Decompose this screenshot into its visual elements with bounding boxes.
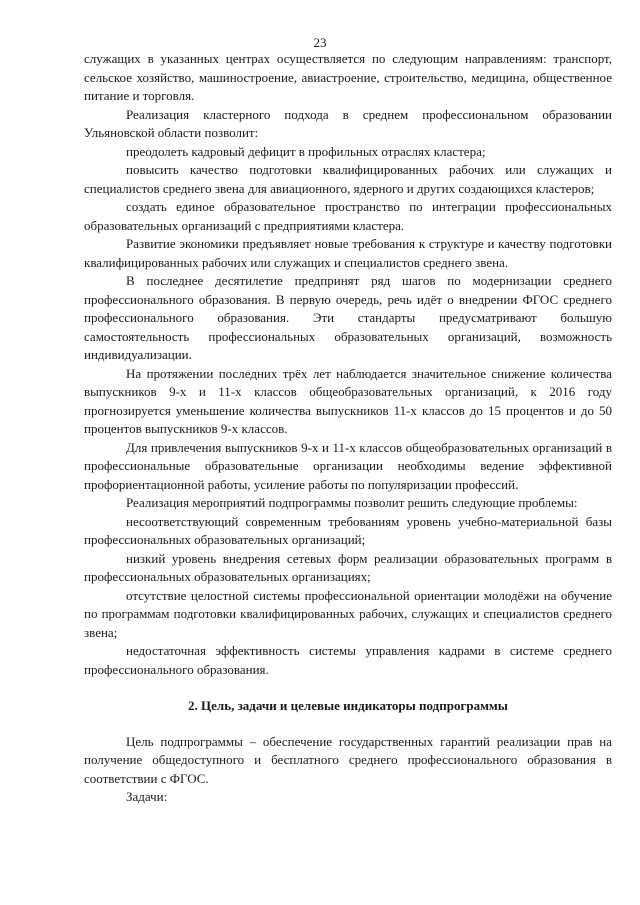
- document-body: [84, 50, 612, 807]
- paragraph: Реализация кластерного подхода в среднем профессиональном образовании Ульяновской области позволит:: [84, 106, 612, 140]
- paragraph: недостаточная эффективность системы управления кадрами в системе среднего профессионального образования.: [84, 643, 612, 677]
- paragraph: служащих в указанных центрах осуществляется по следующим направлениям: транспорт, сельское хозяйство, машиностроение, авиастроение, строительство, медицина, общественное питание и торговля.: [84, 51, 612, 103]
- paragraph: несоответствующий современным требованиям уровень учебно-материальной базы профессиональных образовательных организаций;: [84, 513, 612, 547]
- paragraph: На протяжении последних трёх лет наблюдается значительное снижение количества выпускников 9-х и 11-х классов общеобразовательных организаций, к 2016 году прогнозируется уменьшение количества выпускников 11-х классов до 15 процентов и до 50 процентов выпускников 9-х классов.: [84, 365, 612, 436]
- paragraph: Цель подпрограммы – обеспечение государственных гарантий реализации прав на получение общедоступного и бесплатного среднего профессионального образования в соответствии с ФГОС.: [84, 733, 612, 786]
- paragraph: отсутствие целостной системы профессиональной ориентации молодёжи на обучение по программам подготовки квалифицированных рабочих, служащих и специалистов среднего звена;: [84, 587, 612, 640]
- paragraph: Реализация мероприятий подпрограммы позволит решить следующие проблемы:: [126, 495, 578, 510]
- section-heading: 2. Цель, задачи и целевые индикаторы подпрограммы: [188, 698, 508, 713]
- paragraph: В последнее десятилетие предпринят ряд шагов по модернизации среднего профессионального образования. В первую очередь, речь идёт о внедрении ФГОС среднего профессионального образования. Эти стандарты предусматривают большую самостоятельность профессиональных образовательных организаций, возможность индивидуализации.: [84, 273, 612, 362]
- paragraph: создать единое образовательное пространство по интеграции профессиональных образовательных организаций с предприятиями кластера.: [84, 199, 612, 233]
- paragraph: повысить качество подготовки квалифицированных рабочих или служащих и специалистов среднего звена для авиационного, ядерного и других создающихся кластеров;: [84, 162, 612, 196]
- paragraph: преодолеть кадровый дефицит в профильных отраслях кластера;: [126, 143, 486, 159]
- paragraph: Развитие экономики предъявляет новые требования к структуре и качеству подготовки квалифицированных рабочих или служащих и специалистов среднего звена.: [84, 236, 612, 270]
- body-text-top: [84, 50, 612, 679]
- paragraph: Задачи:: [126, 789, 168, 804]
- paragraph: низкий уровень внедрения сетевых форм реализации образовательных программ в профессиональных образовательных организациях;: [84, 550, 612, 584]
- page-number: 23: [313, 35, 327, 50]
- body-text-bottom: [84, 733, 612, 807]
- paragraph: Для привлечения выпускников 9-х и 11-х классов общеобразовательных организаций в профессиональные образовательные организации необходимы ведение эффективной профориентационной работы, усиление работы по популяризации профессий.: [84, 439, 612, 492]
